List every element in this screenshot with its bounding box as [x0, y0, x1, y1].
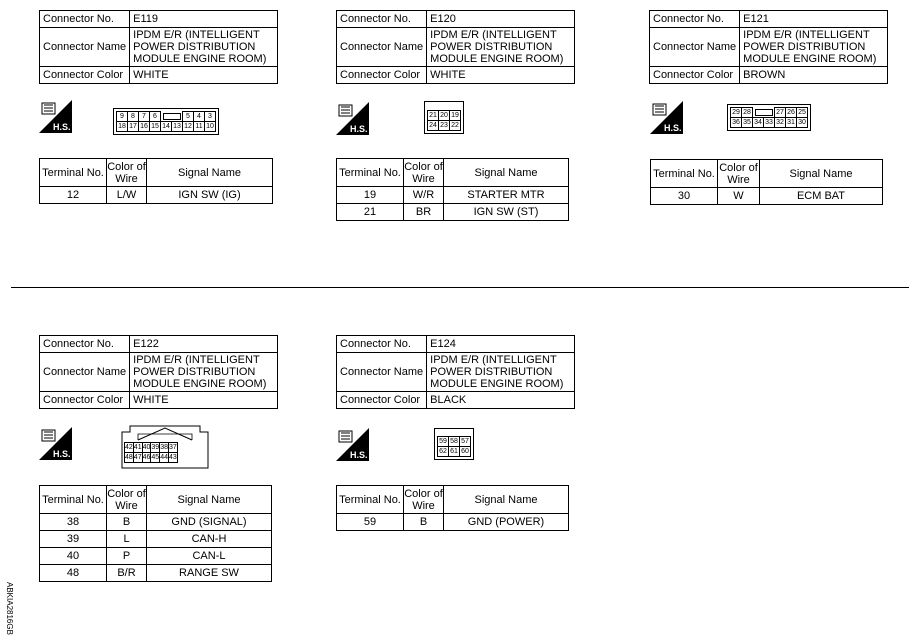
wire-color-cell: BR	[404, 204, 444, 221]
pin: 25	[798, 109, 806, 116]
wire-color-cell: W/R	[404, 187, 444, 204]
pin: 47	[133, 454, 142, 461]
connector-no-value: E119	[130, 11, 278, 28]
hs-icon	[336, 102, 369, 135]
table-row	[337, 204, 569, 221]
pin: 41	[133, 444, 142, 451]
connector-face-e124	[434, 428, 474, 460]
hs-icon	[336, 428, 369, 461]
terminal-no-cell: 39	[40, 531, 107, 548]
connector-face-e120	[424, 101, 464, 134]
connector-color-label: Connector Color	[337, 392, 427, 409]
terminal-table-e121	[650, 159, 883, 205]
pin: 8	[128, 112, 139, 122]
signal-name-header: Signal Name	[147, 486, 272, 514]
figure-reference-code: ABKIA2816GB	[5, 582, 14, 635]
terminal-no-header: Terminal No.	[40, 159, 107, 187]
pin: 38	[160, 444, 168, 451]
terminal-no-cell: 21	[337, 204, 404, 221]
wire-color-cell: L/W	[107, 187, 147, 204]
connector-info-e122	[39, 335, 278, 409]
pin: 48	[125, 454, 133, 461]
terminal-no-cell: 12	[40, 187, 107, 204]
terminal-no-header: Terminal No.	[651, 160, 718, 188]
pin: 35	[743, 119, 751, 126]
pin: 62	[439, 448, 447, 455]
connector-color-label: Connector Color	[40, 67, 130, 84]
terminal-no-header: Terminal No.	[337, 159, 404, 187]
connector-face-e121	[727, 104, 811, 131]
pin: 17	[129, 123, 137, 130]
connector-no-label: Connector No.	[337, 336, 427, 353]
signal-name-header: Signal Name	[444, 486, 569, 514]
pin: 3	[205, 112, 216, 122]
table-row	[651, 188, 883, 205]
pin: 24	[429, 122, 437, 129]
terminal-table-e124	[336, 485, 569, 531]
connector-name-label: Connector Name	[650, 28, 740, 67]
pin: 20	[440, 112, 448, 119]
terminal-no-header: Terminal No.	[40, 486, 107, 514]
pin: 27	[776, 109, 784, 116]
wire-color-cell: B	[107, 514, 147, 531]
connector-color-label: Connector Color	[337, 67, 427, 84]
connector-no-label: Connector No.	[650, 11, 740, 28]
pin: 23	[440, 122, 448, 129]
connector-no-label: Connector No.	[337, 11, 427, 28]
connector-name-label: Connector Name	[40, 28, 130, 67]
pin: 46	[142, 454, 151, 461]
terminal-table-e120	[336, 158, 569, 221]
connector-info-e121	[649, 10, 888, 84]
pin: 30	[798, 119, 806, 126]
pin: 31	[787, 119, 795, 126]
signal-name-cell: GND (SIGNAL)	[147, 514, 272, 531]
wire-color-cell: P	[107, 548, 147, 565]
pin: 33	[765, 119, 773, 126]
hs-label: H.S.	[350, 124, 368, 134]
pin: 13	[173, 123, 181, 130]
pin: 57	[461, 438, 469, 445]
connector-color-value: WHITE	[130, 67, 278, 84]
signal-name-cell: IGN SW (IG)	[147, 187, 273, 204]
pin: 45	[151, 454, 160, 461]
connector-name-label: Connector Name	[337, 28, 427, 67]
pin-gap	[753, 108, 775, 118]
color-of-wire-header: Color of Wire	[404, 487, 443, 512]
terminal-no-cell: 40	[40, 548, 107, 565]
pin: 15	[151, 123, 159, 130]
connector-color-value: WHITE	[130, 392, 278, 409]
terminal-no-cell: 38	[40, 514, 107, 531]
table-row	[40, 187, 273, 204]
pin: 14	[162, 123, 170, 130]
wire-color-cell: L	[107, 531, 147, 548]
connector-face-e119	[113, 108, 219, 135]
connector-name-value: IPDM E/R (INTELLIGENT POWER DISTRIBUTION MODULE ENGINE ROOM)	[427, 28, 575, 67]
pin: 6	[150, 112, 161, 122]
pin: 28	[743, 109, 751, 116]
connector-no-value: E122	[130, 336, 278, 353]
terminal-no-cell: 59	[337, 514, 404, 531]
table-row	[40, 514, 272, 531]
color-of-wire-header: Color of Wire	[719, 161, 758, 186]
color-of-wire-header: Color of Wire	[107, 487, 146, 512]
connector-no-value: E120	[427, 11, 575, 28]
signal-name-cell: IGN SW (ST)	[444, 204, 569, 221]
signal-name-cell: RANGE SW	[147, 565, 272, 582]
pin: 32	[776, 119, 784, 126]
signal-name-cell: STARTER MTR	[444, 187, 569, 204]
pin: 16	[140, 123, 148, 130]
signal-name-header: Signal Name	[147, 159, 273, 187]
terminal-table-e122	[39, 485, 272, 582]
terminal-no-header: Terminal No.	[337, 486, 404, 514]
hs-label: H.S.	[664, 123, 682, 133]
pin: 5	[183, 112, 194, 122]
pin: 9	[117, 112, 128, 122]
pin: 21	[429, 112, 437, 119]
pin: 58	[450, 438, 458, 445]
hs-icon	[39, 100, 72, 133]
pin: 22	[451, 122, 459, 129]
pin: 18	[118, 123, 126, 130]
table-row	[337, 514, 569, 531]
table-row	[40, 565, 272, 582]
connector-color-label: Connector Color	[650, 67, 740, 84]
connector-color-value: BLACK	[427, 392, 575, 409]
table-row	[40, 531, 272, 548]
connector-name-label: Connector Name	[40, 353, 130, 392]
pin: 40	[142, 444, 151, 451]
connector-info-e120	[336, 10, 575, 84]
terminal-no-cell: 30	[651, 188, 718, 205]
pin: 61	[450, 448, 458, 455]
pin: 12	[184, 123, 192, 130]
color-of-wire-header: Color of Wire	[404, 160, 443, 185]
connector-info-e124	[336, 335, 575, 409]
hs-icon	[650, 101, 683, 134]
pin: 19	[451, 112, 459, 119]
wire-color-cell: B/R	[107, 565, 147, 582]
pin: 26	[787, 109, 795, 116]
connector-info-e119	[39, 10, 278, 84]
connector-color-value: WHITE	[427, 67, 575, 84]
connector-name-value: IPDM E/R (INTELLIGENT POWER DISTRIBUTION MODULE ENGINE ROOM)	[130, 353, 278, 392]
connector-name-label: Connector Name	[337, 353, 427, 392]
pin: 29	[732, 109, 740, 116]
connector-no-label: Connector No.	[40, 11, 130, 28]
connector-name-value: IPDM E/R (INTELLIGENT POWER DISTRIBUTION MODULE ENGINE ROOM)	[427, 353, 575, 392]
table-row	[40, 548, 272, 565]
terminal-no-cell: 19	[337, 187, 404, 204]
terminal-no-cell: 48	[40, 565, 107, 582]
connector-color-label: Connector Color	[40, 392, 130, 409]
pin: 11	[195, 123, 203, 130]
color-of-wire-header: Color of Wire	[107, 160, 146, 185]
wire-color-cell: B	[404, 514, 444, 531]
pin: 4	[194, 112, 205, 122]
pin: 39	[151, 444, 160, 451]
pin-gap	[161, 112, 183, 122]
pin: 59	[439, 438, 447, 445]
pin: 37	[168, 444, 177, 451]
pin: 36	[732, 119, 740, 126]
hs-icon	[39, 427, 72, 460]
section-divider	[11, 287, 909, 288]
signal-name-header: Signal Name	[444, 159, 569, 187]
table-row	[337, 187, 569, 204]
signal-name-cell: CAN-L	[147, 548, 272, 565]
hs-label: H.S.	[350, 450, 368, 460]
connector-name-value: IPDM E/R (INTELLIGENT POWER DISTRIBUTION MODULE ENGINE ROOM)	[130, 28, 278, 67]
hs-label: H.S.	[53, 122, 71, 132]
pin: 7	[139, 112, 150, 122]
signal-name-header: Signal Name	[760, 160, 883, 188]
connector-color-value: BROWN	[740, 67, 888, 84]
pin: 10	[206, 123, 214, 130]
terminal-table-e119	[39, 158, 273, 204]
signal-name-cell: GND (POWER)	[444, 514, 569, 531]
hs-label: H.S.	[53, 449, 71, 459]
pin: 60	[461, 448, 469, 455]
signal-name-cell: CAN-H	[147, 531, 272, 548]
connector-no-value: E121	[740, 11, 888, 28]
signal-name-cell: ECM BAT	[760, 188, 883, 205]
pin: 42	[125, 444, 133, 451]
pin: 43	[168, 454, 177, 461]
pin: 44	[160, 454, 168, 461]
connector-name-value: IPDM E/R (INTELLIGENT POWER DISTRIBUTION MODULE ENGINE ROOM)	[740, 28, 888, 67]
wire-color-cell: W	[718, 188, 760, 205]
connector-no-label: Connector No.	[40, 336, 130, 353]
connector-no-value: E124	[427, 336, 575, 353]
pin: 34	[754, 119, 762, 126]
